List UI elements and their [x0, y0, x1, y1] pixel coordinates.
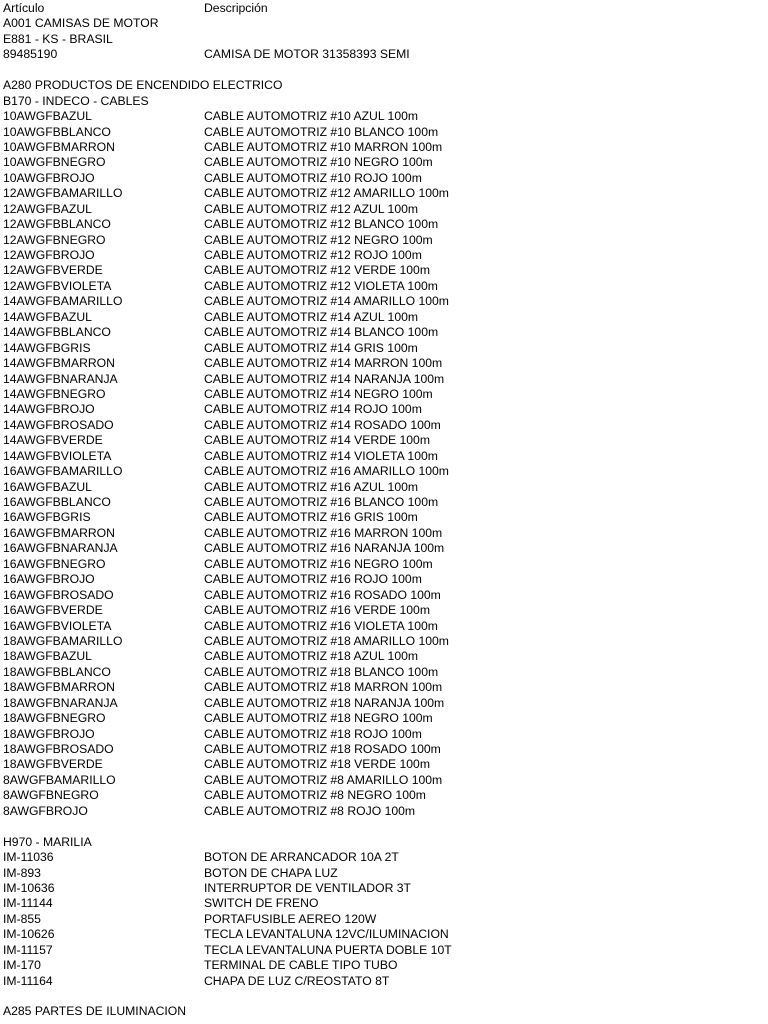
item-row: [3, 665, 765, 680]
item-row: [3, 202, 765, 217]
item-row: [3, 958, 765, 973]
item-description: CABLE AUTOMOTRIZ #16 GRIS 100m: [204, 510, 418, 525]
item-description: CABLE AUTOMOTRIZ #10 NEGRO 100m: [204, 155, 433, 170]
item-row: [3, 912, 765, 927]
item-description: CABLE AUTOMOTRIZ #14 NEGRO 100m: [204, 386, 433, 401]
item-description: CABLE AUTOMOTRIZ #10 AZUL 100m: [204, 109, 419, 124]
item-row: [3, 541, 765, 556]
item-description: CAMISA DE MOTOR 31358393 SEMI: [204, 47, 410, 62]
group-spacer: [3, 819, 765, 834]
item-code: 12AWGFBAZUL: [3, 201, 92, 216]
item-row: [3, 788, 765, 803]
item-row: [3, 248, 765, 263]
item-description: PORTAFUSIBLE AEREO 120W: [204, 911, 377, 926]
item-description: CABLE AUTOMOTRIZ #18 ROSADO 100m: [204, 742, 441, 756]
item-row: [3, 109, 765, 124]
item-description: CABLE AUTOMOTRIZ #18 VERDE 100m: [204, 757, 430, 772]
item-row: [3, 757, 765, 772]
item-description: CABLE AUTOMOTRIZ #12 NEGRO 100m: [204, 232, 433, 247]
item-code: 18AWGFBBLANCO: [3, 664, 111, 679]
item-code: IM-170: [3, 958, 41, 973]
item-row: [3, 927, 765, 942]
item-description: CABLE AUTOMOTRIZ #18 MARRON 100m: [204, 680, 443, 695]
item-row: [3, 881, 765, 896]
item-code: 18AWGFBAMARILLO: [3, 633, 123, 648]
item-code: 18AWGFBROJO: [3, 726, 95, 741]
item-code: 14AWGFBMARRON: [3, 356, 115, 371]
item-code: 10AWGFBMARRON: [3, 139, 115, 154]
column-header-row: [3, 1, 765, 16]
item-code: 16AWGFBAMARILLO: [3, 464, 123, 479]
item-row: [3, 696, 765, 711]
item-description: CHAPA DE LUZ C/REOSTATO 8T: [204, 973, 390, 988]
item-description: CABLE AUTOMOTRIZ #8 AMARILLO 100m: [204, 772, 443, 787]
item-row: [3, 217, 765, 232]
item-code: 18AWGFBAZUL: [3, 649, 92, 664]
item-row: [3, 804, 765, 819]
item-code: 18AWGFBROSADO: [3, 742, 114, 756]
item-description: CABLE AUTOMOTRIZ #18 AMARILLO 100m: [204, 633, 449, 648]
item-description: CABLE AUTOMOTRIZ #16 ROJO 100m: [204, 572, 422, 587]
group-spacer: [3, 63, 765, 78]
item-description: CABLE AUTOMOTRIZ #14 BLANCO 100m: [204, 325, 439, 340]
item-row: [3, 433, 765, 448]
item-code: 14AWGFBROJO: [3, 402, 95, 417]
item-row: [3, 634, 765, 649]
item-row: [3, 47, 765, 62]
item-code: 12AWGFBVERDE: [3, 263, 103, 278]
item-description: CABLE AUTOMOTRIZ #18 ROJO 100m: [204, 726, 422, 741]
item-row: [3, 341, 765, 356]
item-row: [3, 510, 765, 525]
item-code: 8AWGFBAMARILLO: [3, 772, 116, 787]
item-description: TECLA LEVANTALUNA PUERTA DOBLE 10T: [204, 942, 452, 957]
item-code: IM-11164: [3, 973, 53, 988]
item-code: 12AWGFBVIOLETA: [3, 278, 112, 293]
item-code: IM-10626: [3, 927, 55, 942]
item-description: CABLE AUTOMOTRIZ #14 GRIS 100m: [204, 340, 418, 355]
item-description: CABLE AUTOMOTRIZ #14 VERDE 100m: [204, 433, 430, 448]
item-code: 14AWGFBVERDE: [3, 433, 103, 448]
item-row: [3, 480, 765, 495]
item-code: 16AWGFBROJO: [3, 572, 95, 587]
item-row: [3, 387, 765, 402]
item-description: CABLE AUTOMOTRIZ #14 MARRON 100m: [204, 356, 443, 371]
item-row: [3, 356, 765, 371]
item-code: 18AWGFBMARRON: [3, 680, 115, 695]
item-description: CABLE AUTOMOTRIZ #8 NEGRO 100m: [204, 788, 426, 803]
item-code: 18AWGFBNARANJA: [3, 695, 118, 710]
item-row: [3, 233, 765, 248]
item-description: BOTON DE CHAPA LUZ: [204, 865, 338, 880]
item-description: CABLE AUTOMOTRIZ #18 NEGRO 100m: [204, 711, 433, 726]
item-description: CABLE AUTOMOTRIZ #12 AMARILLO 100m: [204, 186, 449, 201]
item-description: CABLE AUTOMOTRIZ #16 NEGRO 100m: [204, 556, 433, 571]
item-description: CABLE AUTOMOTRIZ #16 VERDE 100m: [204, 603, 430, 618]
category-heading: A280 PRODUCTOS DE ENCENDIDO ELECTRICO: [3, 78, 283, 93]
item-description: CABLE AUTOMOTRIZ #12 AZUL 100m: [204, 201, 419, 216]
item-row: [3, 279, 765, 294]
item-description: CABLE AUTOMOTRIZ #14 AMARILLO 100m: [204, 294, 449, 309]
item-description: CABLE AUTOMOTRIZ #10 BLANCO 100m: [204, 124, 439, 139]
item-description: CABLE AUTOMOTRIZ #12 VIOLETA 100m: [204, 278, 438, 293]
item-row: [3, 186, 765, 201]
item-code: 14AWGFBGRIS: [3, 340, 91, 355]
item-code: 14AWGFBBLANCO: [3, 325, 111, 340]
item-description: CABLE AUTOMOTRIZ #12 ROJO 100m: [204, 248, 422, 262]
item-code: 14AWGFBNEGRO: [3, 386, 106, 401]
item-code: 16AWGFBVERDE: [3, 603, 103, 618]
item-row: [3, 742, 765, 757]
item-row: [3, 557, 765, 572]
item-code: 16AWGFBMARRON: [3, 525, 115, 540]
item-description: CABLE AUTOMOTRIZ #14 ROSADO 100m: [204, 417, 441, 432]
item-code: 12AWGFBNEGRO: [3, 232, 106, 247]
item-code: IM-893: [3, 865, 41, 880]
item-row: [3, 464, 765, 479]
item-code: 89485190: [3, 47, 58, 62]
groups-container: [3, 16, 765, 1019]
item-code: 12AWGFBROJO: [3, 248, 95, 262]
item-row: [3, 372, 765, 387]
item-code: 14AWGFBVIOLETA: [3, 448, 112, 463]
category-heading: A001 CAMISAS DE MOTOR: [3, 16, 159, 31]
item-row: [3, 325, 765, 340]
item-code: 12AWGFBAMARILLO: [3, 186, 123, 201]
item-code: 16AWGFBROSADO: [3, 587, 114, 602]
item-code: 8AWGFBNEGRO: [3, 788, 99, 803]
column-header-articulo: Artículo: [3, 1, 45, 15]
brand-heading: H970 - MARILIA: [3, 834, 92, 849]
product-group: [3, 63, 765, 819]
item-description: CABLE AUTOMOTRIZ #14 NARANJA 100m: [204, 371, 445, 386]
item-code: 12AWGFBBLANCO: [3, 217, 111, 232]
item-row: [3, 294, 765, 309]
item-description: CABLE AUTOMOTRIZ #18 NARANJA 100m: [204, 695, 445, 710]
item-code: 16AWGFBNEGRO: [3, 556, 106, 571]
item-row: [3, 572, 765, 587]
item-code: 10AWGFBNEGRO: [3, 155, 106, 170]
item-code: IM-11036: [3, 850, 54, 865]
item-code: 16AWGFBNARANJA: [3, 541, 118, 556]
item-description: CABLE AUTOMOTRIZ #12 BLANCO 100m: [204, 217, 439, 232]
item-row: [3, 943, 765, 958]
item-description: BOTON DE ARRANCADOR 10A 2T: [204, 850, 399, 865]
item-description: TERMINAL DE CABLE TIPO TUBO: [204, 958, 398, 973]
item-row: [3, 896, 765, 911]
item-code: 16AWGFBAZUL: [3, 479, 92, 494]
column-header-descripcion: Descripción: [204, 1, 268, 15]
item-code: IM-855: [3, 911, 41, 926]
item-description: CABLE AUTOMOTRIZ #12 VERDE 100m: [204, 263, 430, 278]
item-code: 16AWGFBVIOLETA: [3, 618, 112, 633]
item-description: CABLE AUTOMOTRIZ #18 BLANCO 100m: [204, 664, 439, 679]
item-row: [3, 649, 765, 664]
item-description: CABLE AUTOMOTRIZ #8 ROJO 100m: [204, 803, 416, 818]
item-code: 16AWGFBBLANCO: [3, 495, 111, 509]
brand-heading: B170 - INDECO - CABLES: [3, 93, 149, 108]
item-code: 18AWGFBNEGRO: [3, 711, 106, 726]
item-row: [3, 310, 765, 325]
item-row: [3, 850, 765, 865]
item-row: [3, 619, 765, 634]
item-row: [3, 603, 765, 618]
item-description: CABLE AUTOMOTRIZ #16 AMARILLO 100m: [204, 464, 449, 479]
item-row: [3, 773, 765, 788]
item-row: [3, 263, 765, 278]
category-heading: A285 PARTES DE ILUMINACION: [3, 1004, 187, 1019]
item-row: [3, 402, 765, 417]
item-row: [3, 974, 765, 989]
item-code: 10AWGFBAZUL: [3, 109, 92, 124]
item-code: 14AWGFBROSADO: [3, 417, 114, 432]
item-description: INTERRUPTOR DE VENTILADOR 3T: [204, 880, 411, 895]
item-row: [3, 171, 765, 186]
product-group: [3, 16, 765, 62]
item-row: [3, 588, 765, 603]
item-row: [3, 680, 765, 695]
item-code: 10AWGFBROJO: [3, 170, 95, 185]
item-row: [3, 155, 765, 170]
catalog-document: [3, 1, 765, 1020]
item-code: IM-11157: [3, 942, 53, 957]
item-description: CABLE AUTOMOTRIZ #18 AZUL 100m: [204, 649, 419, 664]
product-group: [3, 819, 765, 989]
item-description: CABLE AUTOMOTRIZ #14 ROJO 100m: [204, 402, 422, 417]
item-description: CABLE AUTOMOTRIZ #16 ROSADO 100m: [204, 587, 441, 602]
item-row: [3, 449, 765, 464]
item-description: CABLE AUTOMOTRIZ #16 MARRON 100m: [204, 525, 443, 540]
item-description: CABLE AUTOMOTRIZ #16 AZUL 100m: [204, 479, 419, 494]
item-description: CABLE AUTOMOTRIZ #14 VIOLETA 100m: [204, 448, 438, 463]
item-description: CABLE AUTOMOTRIZ #10 ROJO 100m: [204, 170, 422, 185]
item-description: CABLE AUTOMOTRIZ #14 AZUL 100m: [204, 309, 419, 324]
item-code: 14AWGFBNARANJA: [3, 371, 118, 386]
item-code: 8AWGFBROJO: [3, 803, 88, 818]
product-group: [3, 989, 765, 1020]
item-description: CABLE AUTOMOTRIZ #10 MARRON 100m: [204, 139, 443, 154]
item-code: 14AWGFBAMARILLO: [3, 294, 123, 309]
item-description: CABLE AUTOMOTRIZ #16 VIOLETA 100m: [204, 618, 438, 633]
item-description: CABLE AUTOMOTRIZ #16 BLANCO 100m: [204, 495, 439, 509]
item-row: [3, 495, 765, 510]
brand-heading: E881 - KS - BRASIL: [3, 31, 113, 46]
item-description: TECLA LEVANTALUNA 12VC/ILUMINACION: [204, 927, 449, 942]
group-spacer: [3, 989, 765, 1004]
item-code: 16AWGFBGRIS: [3, 510, 91, 525]
item-row: [3, 125, 765, 140]
item-row: [3, 711, 765, 726]
item-code: 18AWGFBVERDE: [3, 757, 103, 772]
item-row: [3, 418, 765, 433]
item-description: CABLE AUTOMOTRIZ #16 NARANJA 100m: [204, 541, 445, 556]
item-code: 10AWGFBBLANCO: [3, 124, 111, 139]
item-code: IM-11144: [3, 896, 53, 911]
item-row: [3, 140, 765, 155]
item-code: 14AWGFBAZUL: [3, 309, 92, 324]
item-row: [3, 727, 765, 742]
item-row: [3, 526, 765, 541]
item-description: SWITCH DE FRENO: [204, 896, 319, 911]
item-row: [3, 866, 765, 881]
item-code: IM-10636: [3, 880, 55, 895]
